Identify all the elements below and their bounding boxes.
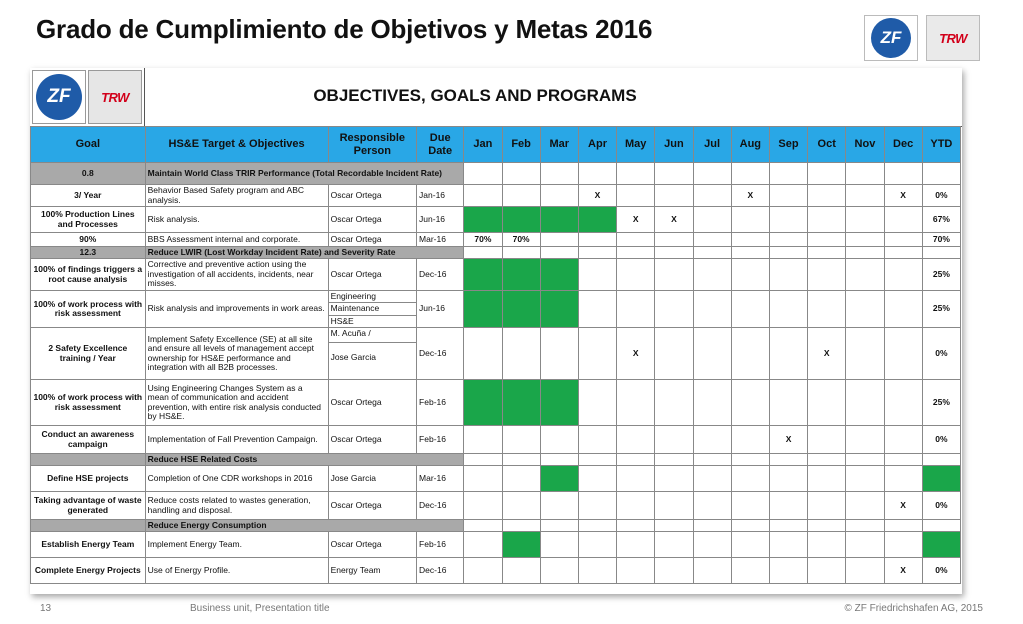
table-row — [31, 492, 961, 520]
month-percent: 70% — [464, 233, 502, 247]
table-row — [31, 291, 961, 328]
target-cell: Completion of One CDR workshops in 2016 — [145, 466, 328, 492]
sheet-header — [30, 68, 962, 127]
progress-mark: X — [884, 185, 922, 207]
responsible-cell: Oscar Ortega — [328, 207, 416, 233]
completed-cell — [540, 466, 578, 492]
section-label: Reduce Energy Consumption — [145, 520, 464, 532]
progress-mark: X — [808, 328, 846, 380]
header-goal: Goal — [31, 127, 146, 163]
sheet-trw-logo-text: TRW — [101, 89, 129, 105]
due-cell: Dec-16 — [417, 492, 464, 520]
progress-mark: X — [731, 185, 769, 207]
goal-cell: 100% of work process with risk assessment — [31, 291, 146, 328]
header-nov: Nov — [846, 127, 884, 163]
responsible-cell: Oscar Ortega — [328, 233, 416, 247]
responsible-line: Engineering — [329, 291, 416, 303]
table-row — [31, 380, 961, 426]
ytd-cell: 25% — [922, 291, 960, 328]
sheet-zf-logo — [32, 70, 86, 124]
goal-cell: 100% Production Lines and Processes — [31, 207, 146, 233]
goal-cell: Establish Energy Team — [31, 532, 146, 558]
completed-cell — [540, 380, 578, 426]
completed-cell — [464, 380, 502, 426]
due-cell: Dec-16 — [417, 558, 464, 584]
header-feb: Feb — [502, 127, 540, 163]
ytd-cell: 0% — [922, 185, 960, 207]
completed-cell — [464, 207, 502, 233]
goal-cell: Taking advantage of waste generated — [31, 492, 146, 520]
responsible-line: Maintenance — [329, 303, 416, 315]
header-sep: Sep — [769, 127, 807, 163]
section-label: Maintain World Class TRIR Performance (Total Recordable Incident Rate) — [145, 163, 464, 185]
due-cell: Jun-16 — [417, 291, 464, 328]
objectives-spreadsheet — [30, 68, 962, 594]
section-row — [31, 520, 961, 532]
completed-cell — [922, 466, 960, 492]
goal-cell: 100% of work process with risk assessment — [31, 380, 146, 426]
due-cell: Feb-16 — [417, 426, 464, 454]
goal-cell: 100% of findings triggers a root cause analysis — [31, 259, 146, 291]
responsible-cell: Oscar Ortega — [328, 185, 416, 207]
trw-logo — [926, 15, 980, 61]
goal-cell: 2 Safety Excellence training / Year — [31, 328, 146, 380]
table-row — [31, 233, 961, 247]
header-may: May — [617, 127, 655, 163]
completed-cell — [540, 259, 578, 291]
table-row — [31, 185, 961, 207]
responsible-cell: Oscar Ortega — [328, 532, 416, 558]
responsible-cell: Oscar Ortega — [328, 492, 416, 520]
responsible-cell: Oscar Ortega — [328, 259, 416, 291]
ytd-cell: 0% — [922, 558, 960, 584]
ytd-cell: 25% — [922, 259, 960, 291]
header-ytd: YTD — [922, 127, 960, 163]
completed-cell — [578, 207, 616, 233]
table-row — [31, 426, 961, 454]
goal-cell: Complete Energy Projects — [31, 558, 146, 584]
due-cell: Dec-16 — [417, 259, 464, 291]
completed-cell — [540, 207, 578, 233]
header-mar: Mar — [540, 127, 578, 163]
month-percent: 70% — [502, 233, 540, 247]
section-goal — [31, 454, 146, 466]
responsible-line: HS&E — [330, 315, 354, 326]
header-oct: Oct — [808, 127, 846, 163]
table-row — [31, 328, 961, 380]
section-row — [31, 247, 961, 259]
header-responsible: Responsible Person — [328, 127, 416, 163]
completed-cell — [502, 207, 540, 233]
section-row — [31, 163, 961, 185]
footer-copyright: © ZF Friedrichshafen AG, 2015 — [844, 603, 983, 614]
progress-mark: X — [617, 328, 655, 380]
due-cell: Feb-16 — [417, 380, 464, 426]
due-cell: Mar-16 — [417, 233, 464, 247]
section-goal: 12.3 — [31, 247, 146, 259]
section-label: Reduce LWIR (Lost Workday Incident Rate) and Severity Rate — [145, 247, 464, 259]
header-due: Due Date — [417, 127, 464, 163]
completed-cell — [502, 291, 540, 328]
due-cell: Jan-16 — [417, 185, 464, 207]
due-cell: Feb-16 — [417, 532, 464, 558]
completed-cell — [922, 532, 960, 558]
header-dec: Dec — [884, 127, 922, 163]
section-row — [31, 454, 961, 466]
responsible-cell: Oscar Ortega — [328, 380, 416, 426]
footer-presentation-title: Business unit, Presentation title — [190, 603, 330, 614]
responsible-line: Jose Garcia — [330, 352, 376, 363]
due-cell: Mar-16 — [417, 466, 464, 492]
table-row — [31, 532, 961, 558]
due-cell: Dec-16 — [417, 328, 464, 380]
target-cell: Implement Energy Team. — [145, 532, 328, 558]
header-apr: Apr — [578, 127, 616, 163]
ytd-cell: 0% — [922, 426, 960, 454]
page-number: 13 — [40, 603, 52, 614]
ytd-cell: 0% — [922, 328, 960, 380]
responsible-line: M. Acuña / — [329, 328, 416, 343]
header-jul: Jul — [693, 127, 731, 163]
zf-logo-mark: ZF — [871, 18, 911, 58]
table-row — [31, 207, 961, 233]
responsible-cell: Energy Team — [328, 558, 416, 584]
progress-mark: X — [884, 492, 922, 520]
page-title: Grado de Cumplimiento de Objetivos y Metas 2016 — [36, 14, 653, 44]
zf-logo — [864, 15, 918, 61]
responsible-cell: Jose Garcia — [328, 466, 416, 492]
goal-cell: Conduct an awareness campaign — [31, 426, 146, 454]
completed-cell — [502, 532, 540, 558]
header-aug: Aug — [731, 127, 769, 163]
target-cell: Reduce costs related to wastes generation, handling and disposal. — [145, 492, 328, 520]
progress-mark: X — [769, 426, 807, 454]
table-row — [31, 259, 961, 291]
responsible-cell — [328, 328, 416, 380]
ytd-cell: 25% — [922, 380, 960, 426]
responsible-cell: Oscar Ortega — [328, 426, 416, 454]
section-goal — [31, 520, 146, 532]
progress-mark: X — [655, 207, 693, 233]
target-cell: Using Engineering Changes System as a mean of communication and accident prevention, with entire risk analysis conducted by HS&E. — [145, 380, 328, 426]
progress-mark: X — [578, 185, 616, 207]
responsible-cell — [328, 291, 416, 328]
sheet-logos — [32, 70, 144, 124]
table-row — [31, 466, 961, 492]
header-target: HS&E Target & Objectives — [145, 127, 328, 163]
target-cell: BBS Assessment internal and corporate. — [145, 233, 328, 247]
due-cell: Jun-16 — [417, 207, 464, 233]
header-row — [31, 127, 961, 163]
completed-cell — [540, 291, 578, 328]
completed-cell — [502, 380, 540, 426]
target-cell: Use of Energy Profile. — [145, 558, 328, 584]
completed-cell — [464, 291, 502, 328]
goal-cell: Define HSE projects — [31, 466, 146, 492]
progress-mark: X — [617, 207, 655, 233]
ytd-cell: 70% — [922, 233, 960, 247]
target-cell: Corrective and preventive action using the investigation of all accidents, incidents, near misses. — [145, 259, 328, 291]
header-jan: Jan — [464, 127, 502, 163]
progress-mark: X — [884, 558, 922, 584]
header-jun: Jun — [655, 127, 693, 163]
section-label: Reduce HSE Related Costs — [145, 454, 464, 466]
completed-cell — [464, 259, 502, 291]
ytd-cell: 0% — [922, 492, 960, 520]
goal-cell: 3/ Year — [31, 185, 146, 207]
target-cell: Implementation of Fall Prevention Campaign. — [145, 426, 328, 454]
sheet-zf-logo-mark: ZF — [36, 74, 82, 120]
goal-cell: 90% — [31, 233, 146, 247]
target-cell: Behavior Based Safety program and ABC analysis. — [145, 185, 328, 207]
trw-logo-text: TRW — [939, 30, 967, 46]
sheet-trw-logo — [88, 70, 142, 124]
target-cell: Risk analysis and improvements in work areas. — [145, 291, 328, 328]
objectives-table — [30, 126, 961, 584]
table-row — [31, 558, 961, 584]
section-goal: 0.8 — [31, 163, 146, 185]
sheet-title: OBJECTIVES, GOALS AND PROGRAMS — [313, 86, 637, 105]
target-cell: Implement Safety Excellence (SE) at all site and ensure all levels of management accept ownership for HS&E performance and integration with all B2B processes. — [145, 328, 328, 380]
target-cell: Risk analysis. — [145, 207, 328, 233]
ytd-cell: 67% — [922, 207, 960, 233]
completed-cell — [502, 259, 540, 291]
